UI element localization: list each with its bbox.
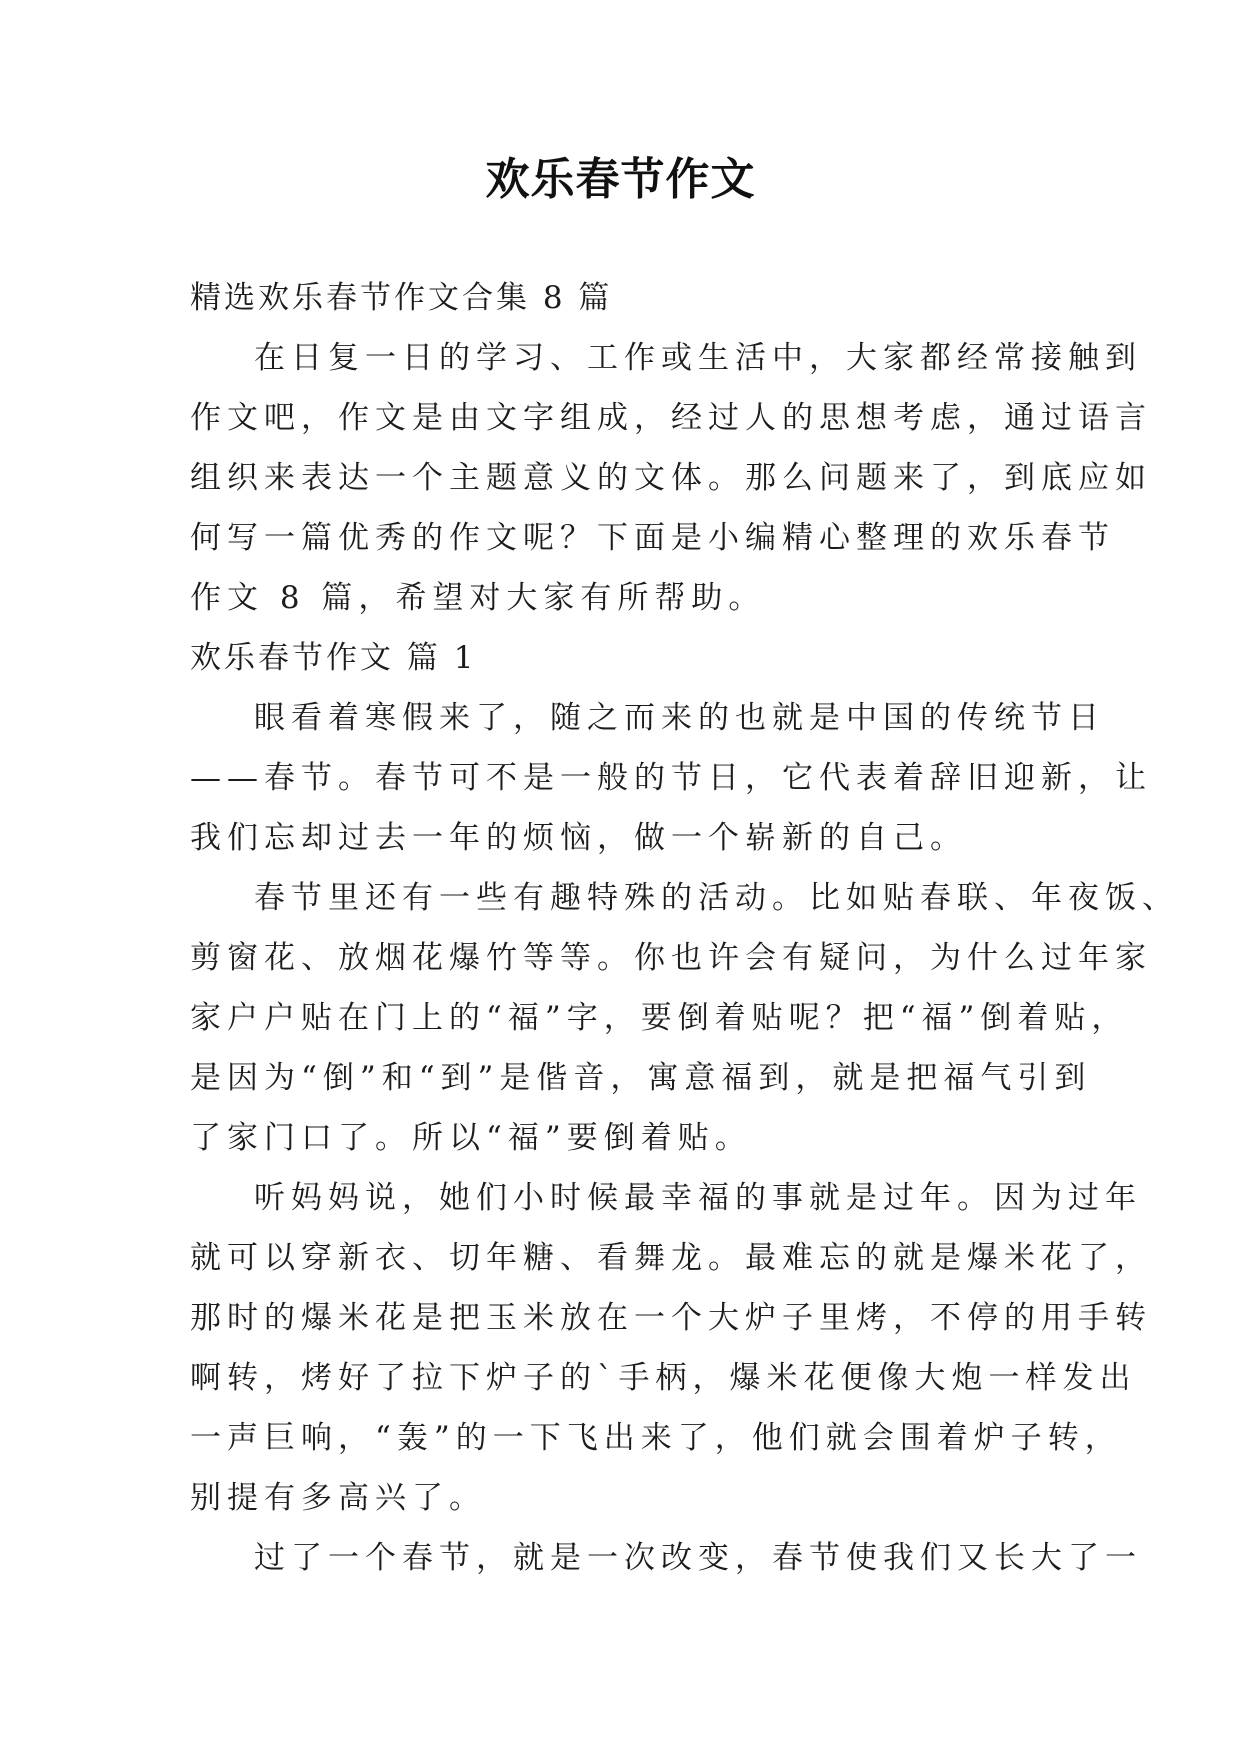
paragraph-line: 作文 8 篇，希望对大家有所帮助。 bbox=[190, 580, 766, 616]
paragraph-line: 组织来表达一个主题意义的文体。那么问题来了，到底应如 bbox=[190, 460, 1152, 496]
paragraph-line: 作文吧，作文是由文字组成，经过人的思想考虑，通过语言 bbox=[190, 400, 1152, 436]
paragraph-line: 了家门口了。所以“福”要倒着贴。 bbox=[190, 1120, 752, 1156]
paragraph-line: 听妈妈说，她们小时候最幸福的事就是过年。因为过年 bbox=[254, 1180, 1142, 1216]
paragraph-line: 春节里还有一些有趣特殊的活动。比如贴春联、年夜饭、 bbox=[254, 880, 1179, 916]
paragraph-line: 啊转，烤好了拉下炉子的`手柄，爆米花便像大炮一样发出 bbox=[190, 1360, 1137, 1396]
paragraph-line: 在日复一日的学习、工作或生活中，大家都经常接触到 bbox=[254, 340, 1142, 376]
paragraph-line: 家户户贴在门上的“福”字，要倒着贴呢？把“福”倒着贴， bbox=[190, 1000, 1129, 1036]
paragraph-line: 何写一篇优秀的作文呢？下面是小编精心整理的欢乐春节 bbox=[190, 520, 1115, 556]
paragraph-line: 剪窗花、放烟花爆竹等等。你也许会有疑问，为什么过年家 bbox=[190, 940, 1152, 976]
document-body bbox=[190, 268, 1179, 1588]
paragraph-line: 那时的爆米花是把玉米放在一个大炉子里烤，不停的用手转 bbox=[190, 1300, 1152, 1336]
paragraph-line: ——春节。春节可不是一般的节日，它代表着辞旧迎新，让 bbox=[190, 760, 1152, 796]
document-title: 欢乐春节作文 bbox=[485, 154, 756, 205]
paragraph-line: 我们忘却过去一年的烦恼，做一个崭新的自己。 bbox=[190, 820, 967, 856]
paragraph-line: 过了一个春节，就是一次改变，春节使我们又长大了一 bbox=[254, 1540, 1142, 1576]
paragraph-line: 一声巨响，“轰”的一下飞出来了，他们就会围着炉子转， bbox=[190, 1420, 1122, 1456]
section-heading: 精选欢乐春节作文合集 8 篇 bbox=[190, 280, 613, 316]
paragraph-line: 就可以穿新衣、切年糖、看舞龙。最难忘的就是爆米花了， bbox=[190, 1240, 1152, 1276]
paragraph-line: 是因为“倒”和“到”是偕音，寓意福到，就是把福气引到 bbox=[190, 1060, 1092, 1096]
paragraph-line: 眼看着寒假来了，随之而来的也就是中国的传统节日 bbox=[254, 700, 1105, 736]
section-heading: 欢乐春节作文 篇 1 bbox=[190, 640, 477, 676]
paragraph-line: 别提有多高兴了。 bbox=[190, 1480, 486, 1516]
